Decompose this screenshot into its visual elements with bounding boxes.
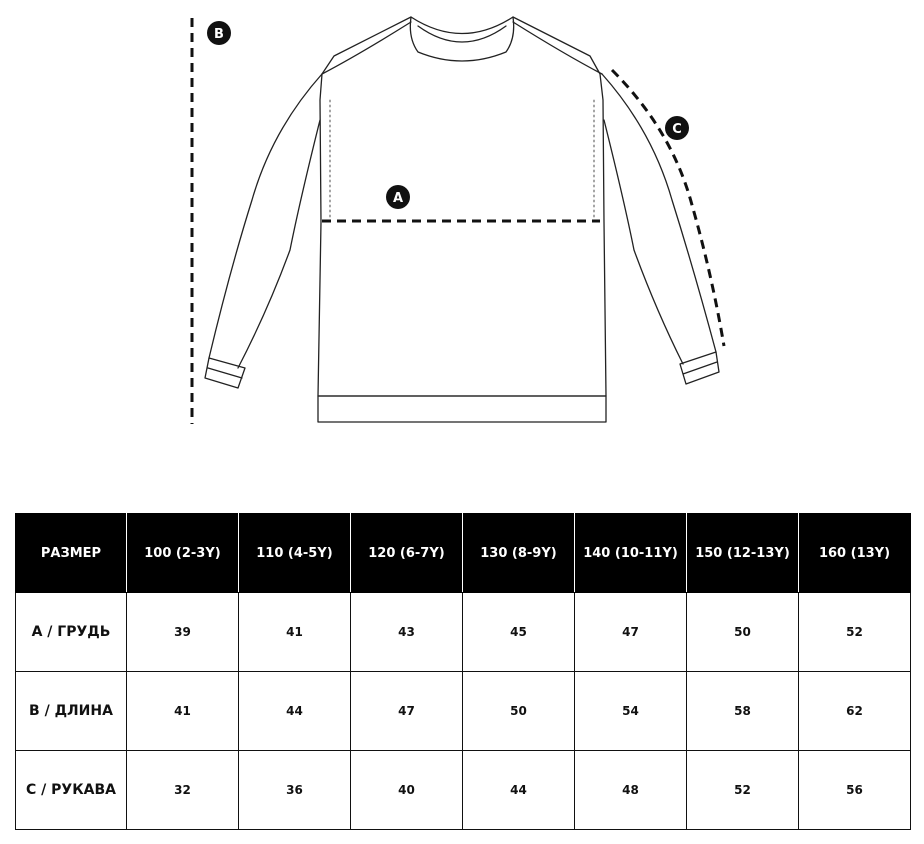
table-cell: 44 <box>463 751 575 830</box>
header-size-label: РАЗМЕР <box>16 514 127 593</box>
header-size: 110 (4-5Y) <box>239 514 351 593</box>
marker-a <box>386 185 410 209</box>
left-sleeve <box>209 74 322 368</box>
marker-b <box>207 21 231 45</box>
table-cell: 41 <box>239 593 351 672</box>
sweatshirt-hem <box>318 396 606 422</box>
table-cell: 48 <box>575 751 687 830</box>
table-cell: 39 <box>127 593 239 672</box>
table-cell: 58 <box>687 672 799 751</box>
header-size: 100 (2-3Y) <box>127 514 239 593</box>
row-label: A / ГРУДЬ <box>16 593 127 672</box>
shoulder-seam-right <box>513 22 602 74</box>
table-cell: 32 <box>127 751 239 830</box>
table-cell: 45 <box>463 593 575 672</box>
table-cell: 62 <box>799 672 911 751</box>
marker-b-label: B <box>214 27 224 42</box>
table-cell: 43 <box>351 593 463 672</box>
table-cell: 47 <box>575 593 687 672</box>
table-row <box>16 672 911 751</box>
table-row <box>16 751 911 830</box>
row-label: B / ДЛИНА <box>16 672 127 751</box>
row-label: C / РУКАВА <box>16 751 127 830</box>
table-cell: 50 <box>687 593 799 672</box>
header-size: 160 (13Y) <box>799 514 911 593</box>
table-cell: 47 <box>351 672 463 751</box>
measure-line-c <box>612 70 724 346</box>
table-cell: 36 <box>239 751 351 830</box>
table-cell: 44 <box>239 672 351 751</box>
table-cell: 40 <box>351 751 463 830</box>
left-cuff <box>205 358 245 388</box>
sweatshirt-body <box>318 17 606 396</box>
table-cell: 52 <box>799 593 911 672</box>
table-cell: 50 <box>463 672 575 751</box>
header-size: 150 (12-13Y) <box>687 514 799 593</box>
header-size: 130 (8-9Y) <box>463 514 575 593</box>
table-cell: 54 <box>575 672 687 751</box>
marker-c <box>665 116 689 140</box>
table-header-row <box>16 514 911 593</box>
table-cell: 56 <box>799 751 911 830</box>
header-size: 120 (6-7Y) <box>351 514 463 593</box>
right-cuff <box>680 352 719 384</box>
marker-a-label: A <box>392 191 404 206</box>
table-cell: 52 <box>687 751 799 830</box>
sweatshirt-collar <box>410 17 513 61</box>
size-chart-table <box>15 513 911 830</box>
shoulder-seam-left <box>322 22 411 74</box>
right-sleeve <box>602 74 716 364</box>
header-size: 140 (10-11Y) <box>575 514 687 593</box>
table-row <box>16 593 911 672</box>
marker-c-label: C <box>672 122 682 137</box>
table-cell: 41 <box>127 672 239 751</box>
